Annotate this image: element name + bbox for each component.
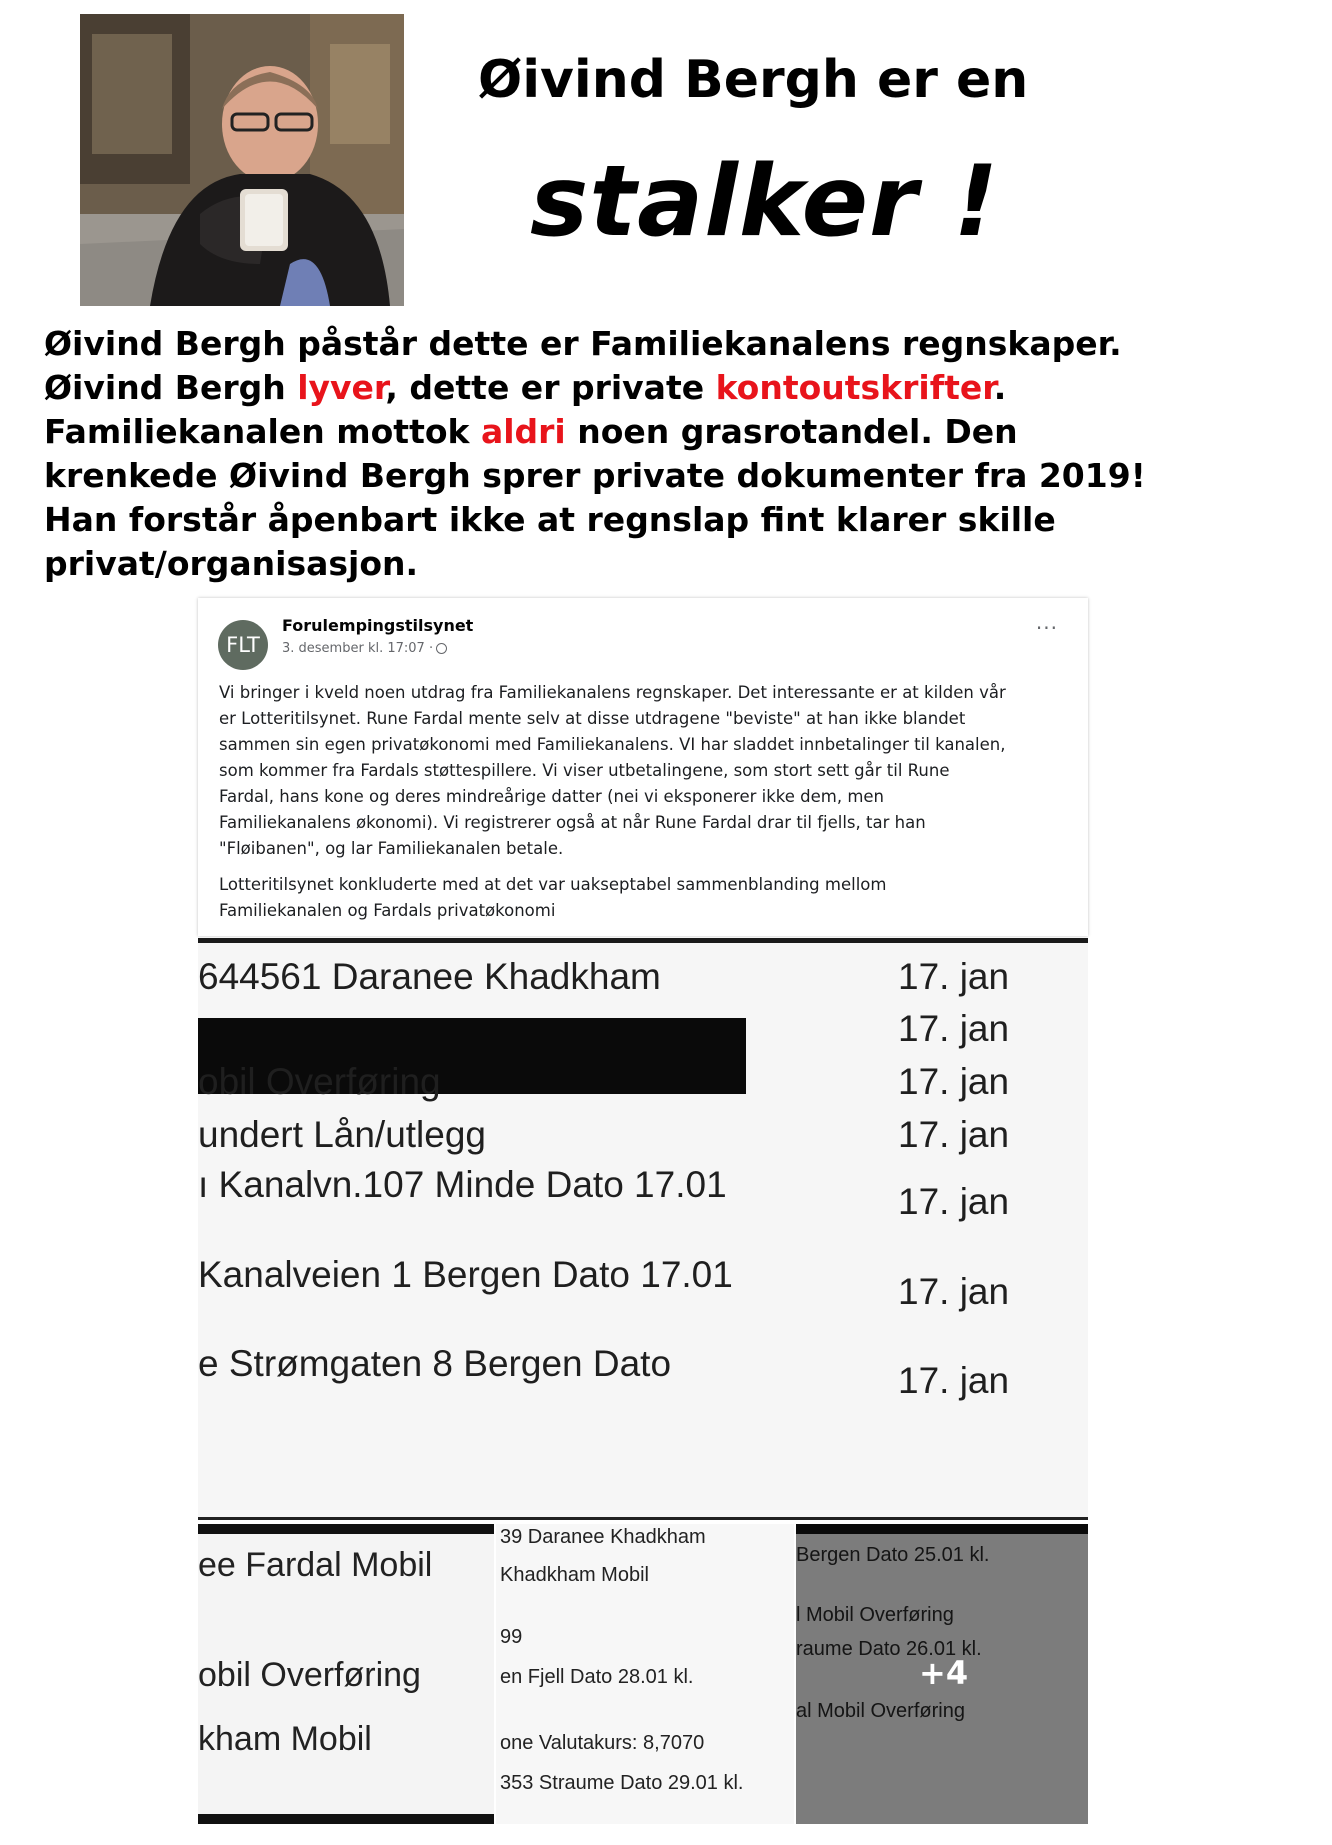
intro-segment: Han forstår åpenbart ikke at regnslap fint klarer skille xyxy=(44,500,1056,539)
thumb-text: obil Overføring xyxy=(198,1656,421,1694)
person-photo xyxy=(80,14,404,306)
statement-description: obil Overføring xyxy=(198,1061,441,1102)
statement-date: 17. jan xyxy=(898,956,1010,997)
statement-date: 17. jan xyxy=(898,1114,1010,1155)
thumb-text: l Mobil Overføring xyxy=(796,1604,954,1626)
statement-date: 17. jan xyxy=(898,1360,1010,1401)
intro-segment: noen grasrotandel. Den xyxy=(565,412,1018,451)
headline-line-1: Øivind Bergh er en xyxy=(478,50,1029,110)
intro-line xyxy=(44,410,1314,454)
statement-date: 17. jan xyxy=(898,1061,1010,1102)
intro-segment: , dette er private xyxy=(385,368,716,407)
photo-thumbnail-2[interactable] xyxy=(496,1524,794,1824)
intro-line xyxy=(44,366,1314,410)
thumb-text: one Valutakurs: 8,7070 xyxy=(500,1732,705,1754)
highlight-word: kontoutskrifter xyxy=(715,368,994,407)
statement-date: 17. jan xyxy=(898,1271,1010,1312)
photo-thumbnail-1[interactable] xyxy=(198,1524,494,1824)
statement-date: 17. jan xyxy=(898,1008,1010,1049)
divider xyxy=(198,938,1088,943)
post-paragraph: Vi bringer i kveld noen utdrag fra Familiekanalens regnskaper. Det interessante er at kilden vår er Lotteritilsynet. Rune Fardal mente selv at disse utdragene "beviste" at han ikke blandet sammen sin egen privatøkonomi med Familiekanalens. VI har sladdet innbetalinger til kanalen, som kommer fra Fardals støttespillere. Vi viser utbetalingene, som stort sett går til Rune Fardal, hans kone og deres mindreårige datter (nei vi eksponerer ikke dem, men Familiekanalens økonomi). Vi registrerer også at når Rune Fardal drar til fjells, tar han "Fløibanen", og lar Familiekanalen betale. xyxy=(219,683,1006,858)
intro-segment: Familiekanalen mottok xyxy=(44,412,481,451)
intro-line xyxy=(44,454,1314,498)
thumb-text: ee Fardal Mobil xyxy=(198,1546,433,1584)
thumb-text: raume Dato 26.01 kl. xyxy=(796,1638,982,1660)
headline-line-2: stalker ! xyxy=(530,145,1000,259)
post-paragraph: Lotteritilsynet konkluderte med at det var uakseptabel sammenblanding mellom Familiekanalen og Fardals privatøkonomi xyxy=(219,875,887,920)
statement-date: 17. jan xyxy=(898,1181,1010,1222)
thumb-text: 353 Straume Dato 29.01 kl. xyxy=(500,1772,744,1794)
intro-text xyxy=(44,322,1314,586)
highlight-word: aldri xyxy=(480,412,566,451)
thumb-text: 99 xyxy=(500,1626,523,1648)
intro-line xyxy=(44,322,1314,366)
thumb-text: Bergen Dato 25.01 kl. xyxy=(796,1544,990,1566)
thumb-text: en Fjell Dato 28.01 kl. xyxy=(500,1666,694,1688)
intro-segment: Øivind Bergh xyxy=(44,368,298,407)
thumb-text: 39 Daranee Khadkham xyxy=(500,1526,706,1548)
more-photos-count[interactable]: +4 xyxy=(919,1654,969,1692)
thumb-text: kham Mobil xyxy=(198,1720,372,1758)
statement-description: e Strømgaten 8 Bergen Dato xyxy=(198,1343,672,1384)
intro-segment: krenkede Øivind Bergh sprer private dokumenter fra 2019! xyxy=(44,456,1146,495)
intro-line xyxy=(44,498,1314,542)
statement-description: 644561 Daranee Khadkham xyxy=(198,956,661,997)
more-options-icon[interactable]: ··· xyxy=(1035,616,1058,640)
intro-line xyxy=(44,542,1314,586)
divider xyxy=(198,1814,494,1824)
highlight-word: lyver xyxy=(297,368,386,407)
thumb-text: Khadkham Mobil xyxy=(500,1564,649,1586)
intro-segment: Øivind Bergh påstår dette er Familiekanalens regnskaper. xyxy=(44,324,1122,363)
post-timestamp-text[interactable]: 3. desember kl. 17:07 · xyxy=(282,641,434,656)
page-avatar[interactable]: FLT xyxy=(218,620,268,670)
photo-thumbnail-3[interactable] xyxy=(796,1524,1088,1824)
post-body xyxy=(219,680,1069,934)
post-timestamp[interactable] xyxy=(282,641,447,656)
statement-description: ı Kanalvn.107 Minde Dato 17.01 xyxy=(198,1164,727,1205)
facebook-post xyxy=(198,598,1088,936)
intro-segment: . xyxy=(993,368,1007,407)
bank-statement-image[interactable] xyxy=(198,938,1088,1520)
divider xyxy=(198,1517,1088,1520)
statement-description: Kanalveien 1 Bergen Dato 17.01 xyxy=(198,1254,733,1295)
page-name-link[interactable]: Forulempingstilsynet xyxy=(282,616,474,635)
intro-segment: privat/organisasjon. xyxy=(44,544,419,583)
globe-icon xyxy=(436,643,447,654)
divider xyxy=(198,1524,494,1534)
thumb-text: al Mobil Overføring xyxy=(796,1700,965,1722)
statement-description: undert Lån/utlegg xyxy=(198,1114,487,1155)
